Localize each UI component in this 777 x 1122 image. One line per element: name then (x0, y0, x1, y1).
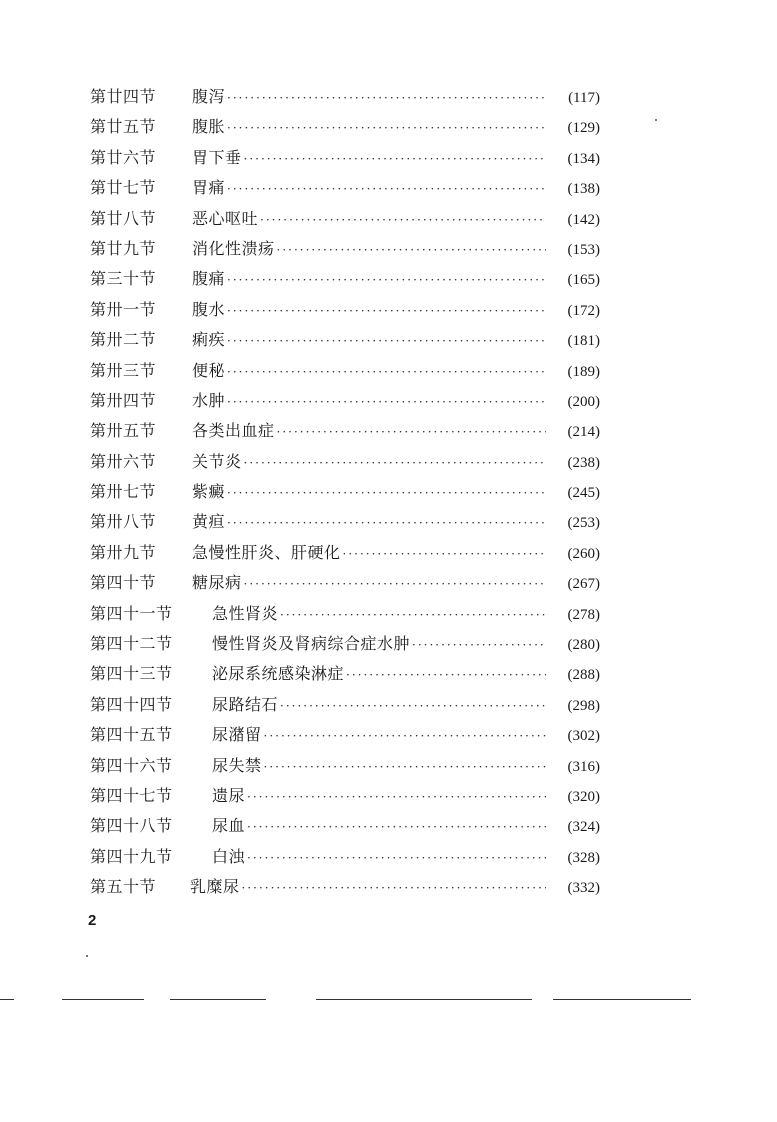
section-title: 遗尿 (212, 785, 246, 805)
section-title: 尿血 (212, 816, 246, 836)
toc-entry (90, 813, 600, 843)
section-title: 慢性肾炎及肾病综合症水肿 (212, 634, 411, 654)
page-reference: (172) (567, 302, 600, 319)
toc-entry (90, 844, 600, 874)
toc-entry (90, 266, 600, 296)
section-title: 各类出血症 (192, 421, 275, 441)
section-title: 恶心呕吐 (192, 208, 259, 228)
scan-line (170, 999, 266, 1000)
page-reference: (165) (567, 272, 600, 289)
section-number: 第四十九节 (90, 846, 173, 866)
scan-speck (655, 119, 657, 121)
toc-entry (90, 722, 600, 752)
dot-leader (227, 304, 546, 318)
dot-leader (227, 182, 546, 196)
page-reference: (117) (568, 90, 600, 106)
toc-entry (90, 509, 600, 539)
page-reference: (320) (567, 788, 600, 805)
page-reference: (267) (567, 576, 600, 593)
section-title: 水肿 (192, 390, 226, 410)
section-number: 第四十八节 (90, 816, 173, 836)
dot-leader (412, 638, 546, 652)
toc-entry (90, 418, 600, 448)
section-number: 第卅二节 (90, 330, 157, 350)
section-title: 白浊 (212, 846, 246, 866)
section-title: 乳糜尿 (190, 877, 240, 897)
dot-leader (242, 881, 546, 895)
page-reference: (332) (567, 880, 600, 897)
section-title: 尿路结石 (212, 694, 279, 714)
section-number: 第廿七节 (90, 178, 157, 198)
toc-entry (90, 114, 600, 144)
dot-leader (343, 547, 546, 561)
dot-leader (247, 790, 546, 804)
toc-entry (90, 692, 600, 722)
section-number: 第四十七节 (90, 785, 173, 805)
section-title: 紫癜 (192, 482, 226, 502)
section-title: 腹胀 (192, 117, 226, 137)
section-number: 第四十六节 (90, 755, 173, 775)
page-reference: (298) (567, 697, 600, 714)
dot-leader (277, 243, 546, 257)
dot-leader (260, 213, 546, 227)
section-number: 第廿八节 (90, 208, 157, 228)
dot-leader (227, 365, 546, 379)
section-title: 痢疾 (192, 330, 226, 350)
section-title: 急性肾炎 (212, 603, 279, 623)
page-number: 2 (88, 912, 97, 929)
dot-leader (227, 395, 546, 409)
page-reference: (189) (567, 363, 600, 380)
dot-leader (264, 729, 546, 743)
section-title: 泌尿系统感染淋症 (212, 664, 345, 684)
section-number: 第卅八节 (90, 512, 157, 532)
toc-entry (90, 874, 600, 904)
page-reference: (200) (567, 393, 600, 410)
section-number: 第四十一节 (90, 603, 173, 623)
section-title: 消化性溃疡 (192, 238, 275, 258)
dot-leader (277, 425, 546, 439)
dot-leader (244, 577, 546, 591)
section-number: 第卅五节 (90, 421, 157, 441)
page-reference: (302) (567, 728, 600, 745)
page-reference: (324) (567, 819, 600, 836)
page-reference: (138) (567, 181, 600, 198)
toc-entry (90, 449, 600, 479)
toc-entry (90, 753, 600, 783)
page-reference: (129) (567, 120, 600, 137)
dot-leader (227, 273, 546, 287)
section-title: 尿潴留 (212, 725, 262, 745)
section-title: 腹泻 (192, 87, 226, 106)
section-number: 第卅六节 (90, 451, 157, 471)
page-reference: (316) (567, 758, 600, 775)
dot-leader (227, 91, 546, 105)
toc-entry (90, 327, 600, 357)
page-reference: (153) (567, 241, 600, 258)
page-reference: (328) (567, 849, 600, 866)
section-number: 第四十三节 (90, 664, 173, 684)
section-number: 第三十节 (90, 269, 157, 289)
dot-leader (227, 486, 546, 500)
table-of-contents (90, 84, 600, 905)
page-reference: (142) (567, 211, 600, 228)
page-reference: (134) (567, 150, 600, 167)
dot-leader (280, 699, 546, 713)
dot-leader (247, 820, 546, 834)
dot-leader (346, 668, 546, 682)
section-number: 第卅七节 (90, 482, 157, 502)
toc-entry (90, 84, 600, 114)
dot-leader (227, 334, 546, 348)
toc-entry (90, 206, 600, 236)
toc-entry (90, 601, 600, 631)
section-number: 第廿五节 (90, 117, 157, 137)
section-number: 第卅九节 (90, 542, 157, 562)
section-title: 糖尿病 (192, 573, 242, 593)
toc-entry (90, 570, 600, 600)
section-title: 尿失禁 (212, 755, 262, 775)
page-reference: (280) (567, 637, 600, 654)
section-number: 第卅一节 (90, 299, 157, 319)
section-number: 第四十节 (90, 573, 157, 593)
section-number: 第四十五节 (90, 725, 173, 745)
dot-leader (227, 121, 546, 135)
section-number: 第廿九节 (90, 238, 157, 258)
section-number: 第廿四节 (90, 87, 157, 106)
toc-entry (90, 297, 600, 327)
section-title: 急慢性肝炎、肝硬化 (192, 542, 341, 562)
dot-leader (264, 760, 546, 774)
page-reference: (253) (567, 515, 600, 532)
toc-entry (90, 540, 600, 570)
toc-entry (90, 661, 600, 691)
dot-leader (247, 851, 546, 865)
dot-leader (244, 152, 546, 166)
section-number: 第五十节 (90, 877, 157, 897)
page-reference: (288) (567, 667, 600, 684)
section-title: 便秘 (192, 360, 226, 380)
section-title: 胃痛 (192, 178, 226, 198)
dot-leader (227, 516, 546, 530)
page-reference: (238) (567, 454, 600, 471)
section-title: 黄疸 (192, 512, 226, 532)
section-number: 第四十四节 (90, 694, 173, 714)
scan-line (553, 999, 691, 1000)
section-title: 关节炎 (192, 451, 242, 471)
toc-entry (90, 783, 600, 813)
section-number: 第廿六节 (90, 147, 157, 167)
section-number: 第四十二节 (90, 634, 173, 654)
toc-entry (90, 175, 600, 205)
section-title: 腹痛 (192, 269, 226, 289)
page-reference: (214) (567, 424, 600, 441)
dot-leader (280, 608, 546, 622)
toc-entry (90, 388, 600, 418)
page-reference: (181) (567, 333, 600, 350)
page-reference: (278) (567, 606, 600, 623)
toc-entry (90, 479, 600, 509)
scan-line (316, 999, 532, 1000)
section-title: 腹水 (192, 299, 226, 319)
toc-entry (90, 631, 600, 661)
section-number: 第卅三节 (90, 360, 157, 380)
section-title: 胃下垂 (192, 147, 242, 167)
page-reference: (245) (567, 485, 600, 502)
page-reference: (260) (567, 545, 600, 562)
toc-entry (90, 145, 600, 175)
toc-entry (90, 236, 600, 266)
section-number: 第卅四节 (90, 390, 157, 410)
toc-entry (90, 358, 600, 388)
scan-line (62, 999, 144, 1000)
scan-line (0, 999, 14, 1000)
scan-speck (86, 955, 88, 957)
dot-leader (244, 456, 546, 470)
